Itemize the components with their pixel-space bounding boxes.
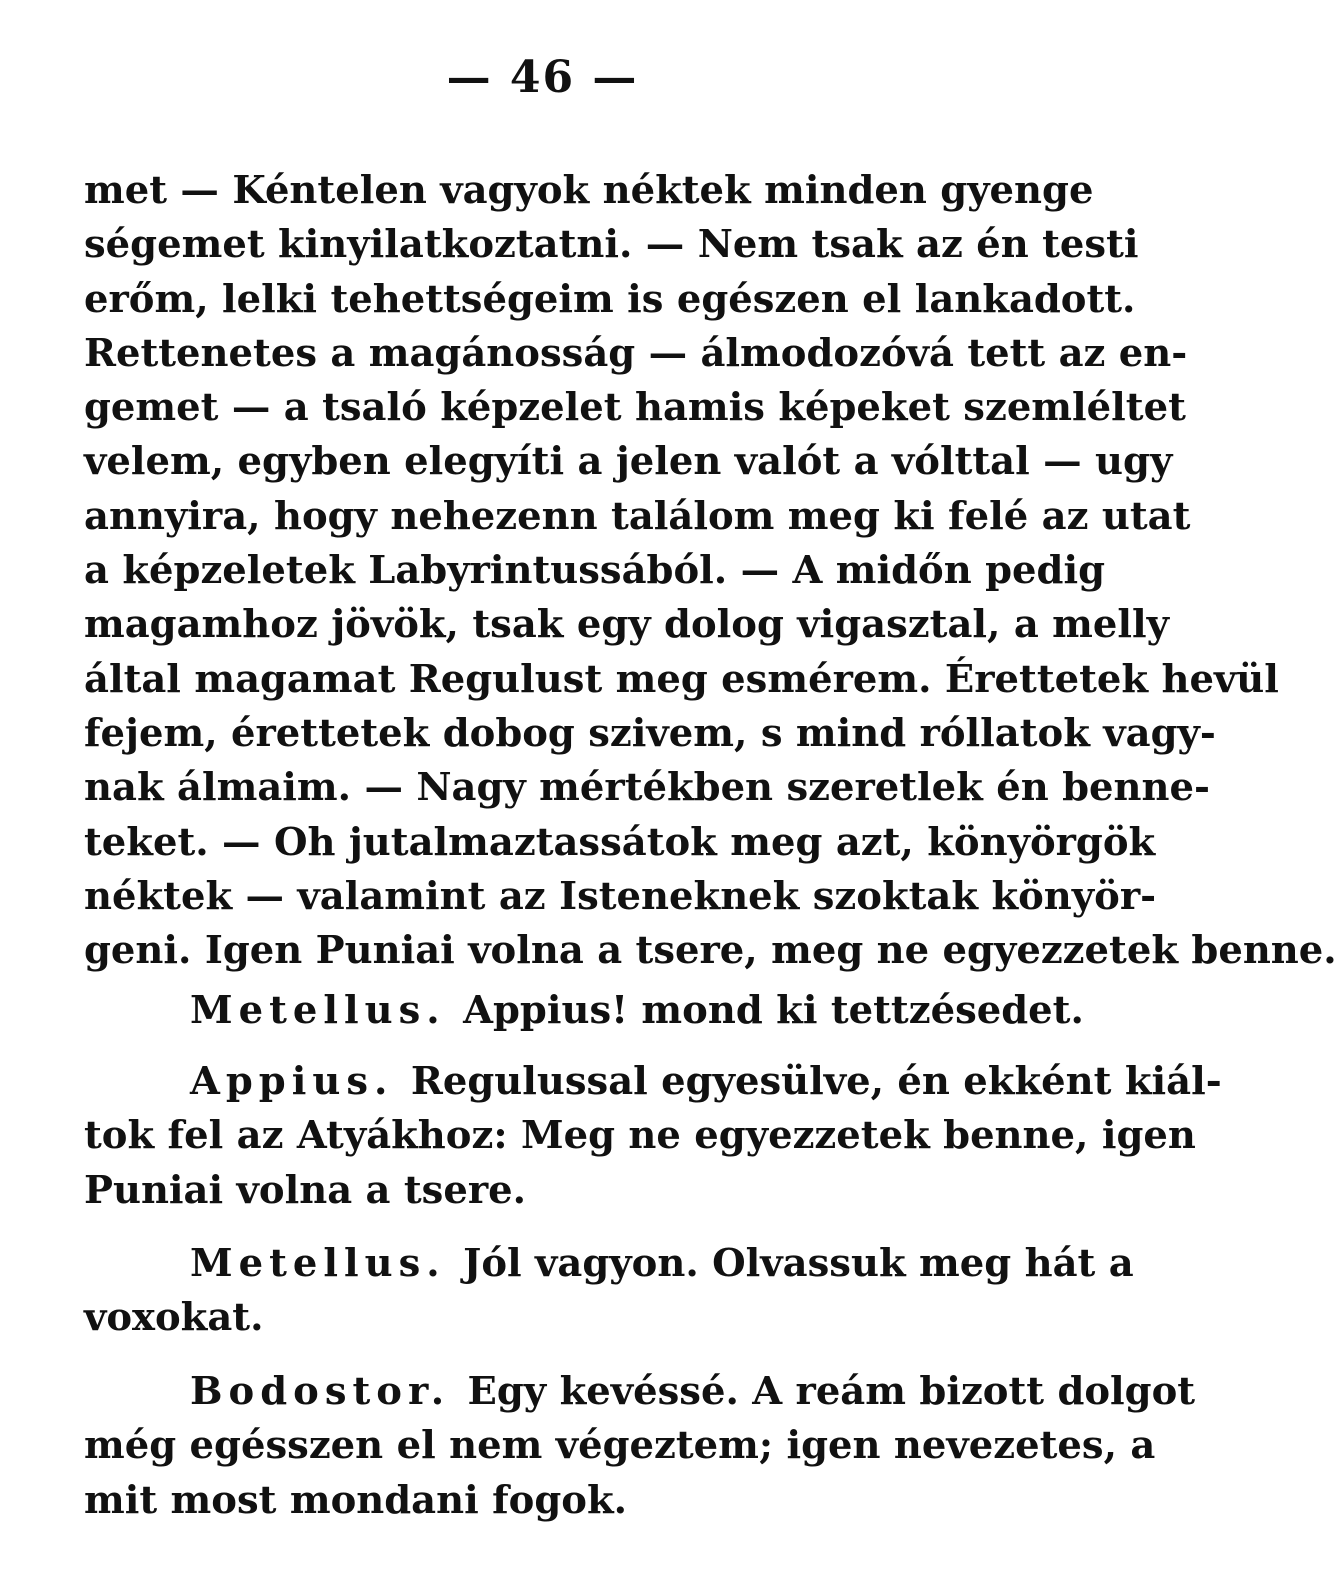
- text-line: annyira, hogy nehezenn találom meg ki felé az utat: [84, 493, 1191, 539]
- text-line: Puniai volna a tsere.: [84, 1167, 527, 1213]
- dialogue-line: [84, 984, 1084, 1038]
- text-line: voxokat.: [84, 1295, 264, 1341]
- text-line: geni. Igen Puniai volna a tsere, meg ne egyezzetek benne.: [84, 928, 1337, 974]
- speech-text: Regulussal egyesülve, én ekként kiál-: [410, 1059, 1222, 1104]
- text-line: gemet — a tsaló képzelet hamis képeket szemléltet: [84, 385, 1186, 431]
- speaker-name: Bodostor.: [190, 1369, 451, 1414]
- text-line: a képzeletek Labyrintussából. — A midőn pedig: [84, 548, 1106, 594]
- text-line: tok fel az Atyákhoz: Meg ne egyezzetek benne, igen: [84, 1113, 1196, 1159]
- text-line: magamhoz jövök, tsak egy dolog vigasztal, a melly: [84, 602, 1170, 648]
- text-line: erőm, lelki tehettségeim is egészen el lankadott.: [84, 276, 1136, 322]
- text-line: fejem, érettetek dobog szivem, s mind róllatok vagy-: [84, 710, 1216, 756]
- text-line: teket. — Oh jutalmaztassátok meg azt, könyörgök: [84, 819, 1156, 865]
- main-paragraph: [84, 164, 1337, 978]
- text-line: nak álmaim. — Nagy mértékben szeretlek én benne-: [84, 765, 1211, 811]
- speech-text: Appius! mond ki tettzésedet.: [463, 988, 1084, 1033]
- page-number: — 46 —: [446, 52, 639, 103]
- dialogue-line: [84, 1055, 1222, 1109]
- dialogue-line: [84, 1365, 1196, 1419]
- dialogue-metellus-1: [84, 984, 1084, 1038]
- speech-text: Jól vagyon. Olvassuk meg hát a: [463, 1241, 1134, 1286]
- text-line: által magamat Regulust meg esmérem. Érettetek hevül: [84, 656, 1279, 702]
- text-line: még egésszen el nem végeztem; igen nevezetes, a: [84, 1423, 1156, 1469]
- dialogue-bodostor: [84, 1365, 1196, 1528]
- text-line: néktek — valamint az Isteneknek szoktak könyör-: [84, 873, 1157, 919]
- dialogue-appius: [84, 1055, 1222, 1218]
- dialogue-metellus-2: [84, 1237, 1134, 1346]
- speaker-name: Appius.: [190, 1059, 394, 1104]
- text-line: met — Kéntelen vagyok néktek minden gyenge: [84, 168, 1094, 213]
- speaker-name: Metellus.: [190, 988, 446, 1033]
- dialogue-line: [84, 1237, 1134, 1291]
- text-line: Rettenetes a magánosság — álmodozóvá tett az en-: [84, 330, 1188, 376]
- text-line: ségemet kinyilatkoztatni. — Nem tsak az én testi: [84, 222, 1139, 268]
- text-line: velem, egyben elegyíti a jelen valót a vólttal — ugy: [84, 439, 1173, 485]
- speech-text: Egy kevéssé. A reám bizott dolgot: [467, 1369, 1196, 1414]
- speaker-name: Metellus.: [190, 1241, 446, 1286]
- text-line: mit most mondani fogok.: [84, 1477, 628, 1523]
